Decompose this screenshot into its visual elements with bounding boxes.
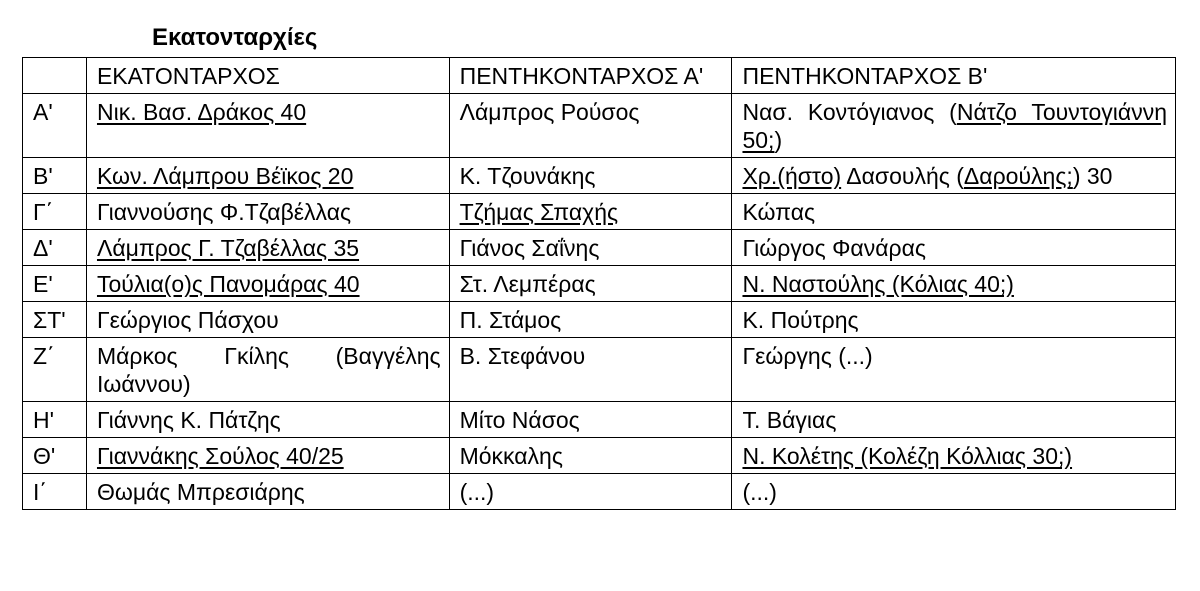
header-cell-pentekontarch-a: ΠΕΝΤΗΚΟΝΤΑΡΧΟΣ Α' xyxy=(449,58,732,94)
table-row xyxy=(23,338,1176,402)
cell-text: Γιάνος Σαΐνης xyxy=(459,235,600,261)
cell-text: Β. Στεφάνου xyxy=(459,343,586,369)
header-cell-centurion: ΕΚΑΤΟΝΤΑΡΧΟΣ xyxy=(86,58,449,94)
pentekontarch-b-cell xyxy=(732,338,1176,402)
row-label: Η' xyxy=(23,402,87,438)
pentekontarch-b-cell xyxy=(732,158,1176,194)
centurion-cell xyxy=(86,94,449,158)
pentekontarch-a-cell xyxy=(449,402,732,438)
cell-text: Γεώργιος Πάσχου xyxy=(96,307,279,333)
table-row xyxy=(23,94,1176,158)
cell-text: ) 30 xyxy=(1072,163,1113,189)
cell-text: Π. Στάμος xyxy=(459,307,562,333)
centurion-cell xyxy=(86,338,449,402)
cell-text: Λάμπρος Γ. Τζαβέλλας 35 xyxy=(96,235,360,261)
pentekontarch-a-cell xyxy=(449,266,732,302)
cell-text: Ν. Ναστούλης (Κόλιας 40;) xyxy=(742,271,1014,297)
header-cell-empty xyxy=(23,58,87,94)
centurion-cell xyxy=(86,438,449,474)
pentekontarch-b-cell xyxy=(732,474,1176,510)
cell-text: ) xyxy=(774,127,783,153)
cell-text: Ν. Κολέτης (Κολέζη Κόλλιας 30;) xyxy=(742,443,1073,469)
row-label: Α' xyxy=(23,94,87,158)
cell-text: Χρ.(ήστο) xyxy=(742,163,842,189)
pentekontarch-b-cell xyxy=(732,194,1176,230)
pentekontarch-a-cell xyxy=(449,230,732,266)
pentekontarch-b-cell xyxy=(732,402,1176,438)
pentekontarch-a-cell xyxy=(449,438,732,474)
row-label: Ζ΄ xyxy=(23,338,87,402)
pentekontarch-b-cell xyxy=(732,438,1176,474)
pentekontarch-b-cell xyxy=(732,266,1176,302)
centurion-cell xyxy=(86,474,449,510)
centurion-cell xyxy=(86,266,449,302)
table-row xyxy=(23,158,1176,194)
centurion-cell xyxy=(86,302,449,338)
cell-text: Κ. Τζουνάκης xyxy=(459,163,596,189)
row-label: Β' xyxy=(23,158,87,194)
cell-text: Λάμπρος Ρούσος xyxy=(459,99,640,125)
cell-text: Τζήμας Σπαχής xyxy=(459,199,619,225)
table-row xyxy=(23,474,1176,510)
pentekontarch-a-cell xyxy=(449,302,732,338)
row-label: Ι΄ xyxy=(23,474,87,510)
cell-text: Δαρούλης; xyxy=(963,163,1073,189)
cell-text: (...) xyxy=(459,479,495,505)
cell-text: Κ. Πούτρης xyxy=(742,307,859,333)
table-row xyxy=(23,230,1176,266)
cell-text: Γιαννάκης Σούλος 40/25 xyxy=(96,443,344,469)
cell-text: Κων. Λάμπρου Βέϊκος 20 xyxy=(96,163,354,189)
table-row xyxy=(23,266,1176,302)
centurion-cell xyxy=(86,194,449,230)
pentekontarch-a-cell xyxy=(449,474,732,510)
table-row xyxy=(23,402,1176,438)
cell-text: Γεώργης (...) xyxy=(742,343,873,369)
header-cell-pentekontarch-b: ΠΕΝΤΗΚΟΝΤΑΡΧΟΣ Β' xyxy=(732,58,1176,94)
page-title: Εκατονταρχίες xyxy=(152,24,318,51)
centurion-cell xyxy=(86,402,449,438)
cell-text: Τούλια(ο)ς Πανομάρας 40 xyxy=(96,271,360,297)
table-row xyxy=(23,194,1176,230)
pentekontarch-b-cell xyxy=(732,302,1176,338)
header-row xyxy=(23,58,1176,94)
row-label: Ε' xyxy=(23,266,87,302)
cell-text: Γιώργος Φανάρας xyxy=(742,235,926,261)
cell-text: Νάτζο Τουντογιάννη 50; xyxy=(742,99,1167,153)
pentekontarch-b-cell xyxy=(732,94,1176,158)
cell-text: Μόκκαλης xyxy=(459,443,563,469)
table-row xyxy=(23,438,1176,474)
cell-text: (...) xyxy=(742,479,777,505)
centurion-cell xyxy=(86,230,449,266)
pentekontarch-b-cell xyxy=(732,230,1176,266)
pentekontarch-a-cell xyxy=(449,194,732,230)
table-body xyxy=(23,58,1176,510)
table-row xyxy=(23,302,1176,338)
centuries-table xyxy=(22,57,1176,510)
cell-text: Κώπας xyxy=(742,199,816,225)
row-label: Γ΄ xyxy=(23,194,87,230)
row-label: ΣΤ' xyxy=(23,302,87,338)
cell-text: Δασουλής ( xyxy=(841,163,964,189)
centurion-cell xyxy=(86,158,449,194)
pentekontarch-a-cell xyxy=(449,158,732,194)
row-label: Θ' xyxy=(23,438,87,474)
row-label: Δ' xyxy=(23,230,87,266)
cell-text: Μάρκος Γκίλης (Βαγγέλης Ιωάννου) xyxy=(96,343,441,397)
cell-text: Μίτο Νάσος xyxy=(459,407,580,433)
pentekontarch-a-cell xyxy=(449,94,732,158)
cell-text: Γιάννης Κ. Πάτζης xyxy=(96,407,281,433)
cell-text: Τ. Βάγιας xyxy=(742,407,837,433)
cell-text: Στ. Λεμπέρας xyxy=(459,271,596,297)
cell-text: Νικ. Βασ. Δράκος 40 xyxy=(96,99,307,125)
cell-text: Θωμάς Μπρεσιάρης xyxy=(96,479,305,505)
pentekontarch-a-cell xyxy=(449,338,732,402)
cell-text: Γιαννούσης Φ.Τζαβέλλας xyxy=(96,199,352,225)
cell-text: Νασ. Κοντόγιανος ( xyxy=(742,99,957,125)
